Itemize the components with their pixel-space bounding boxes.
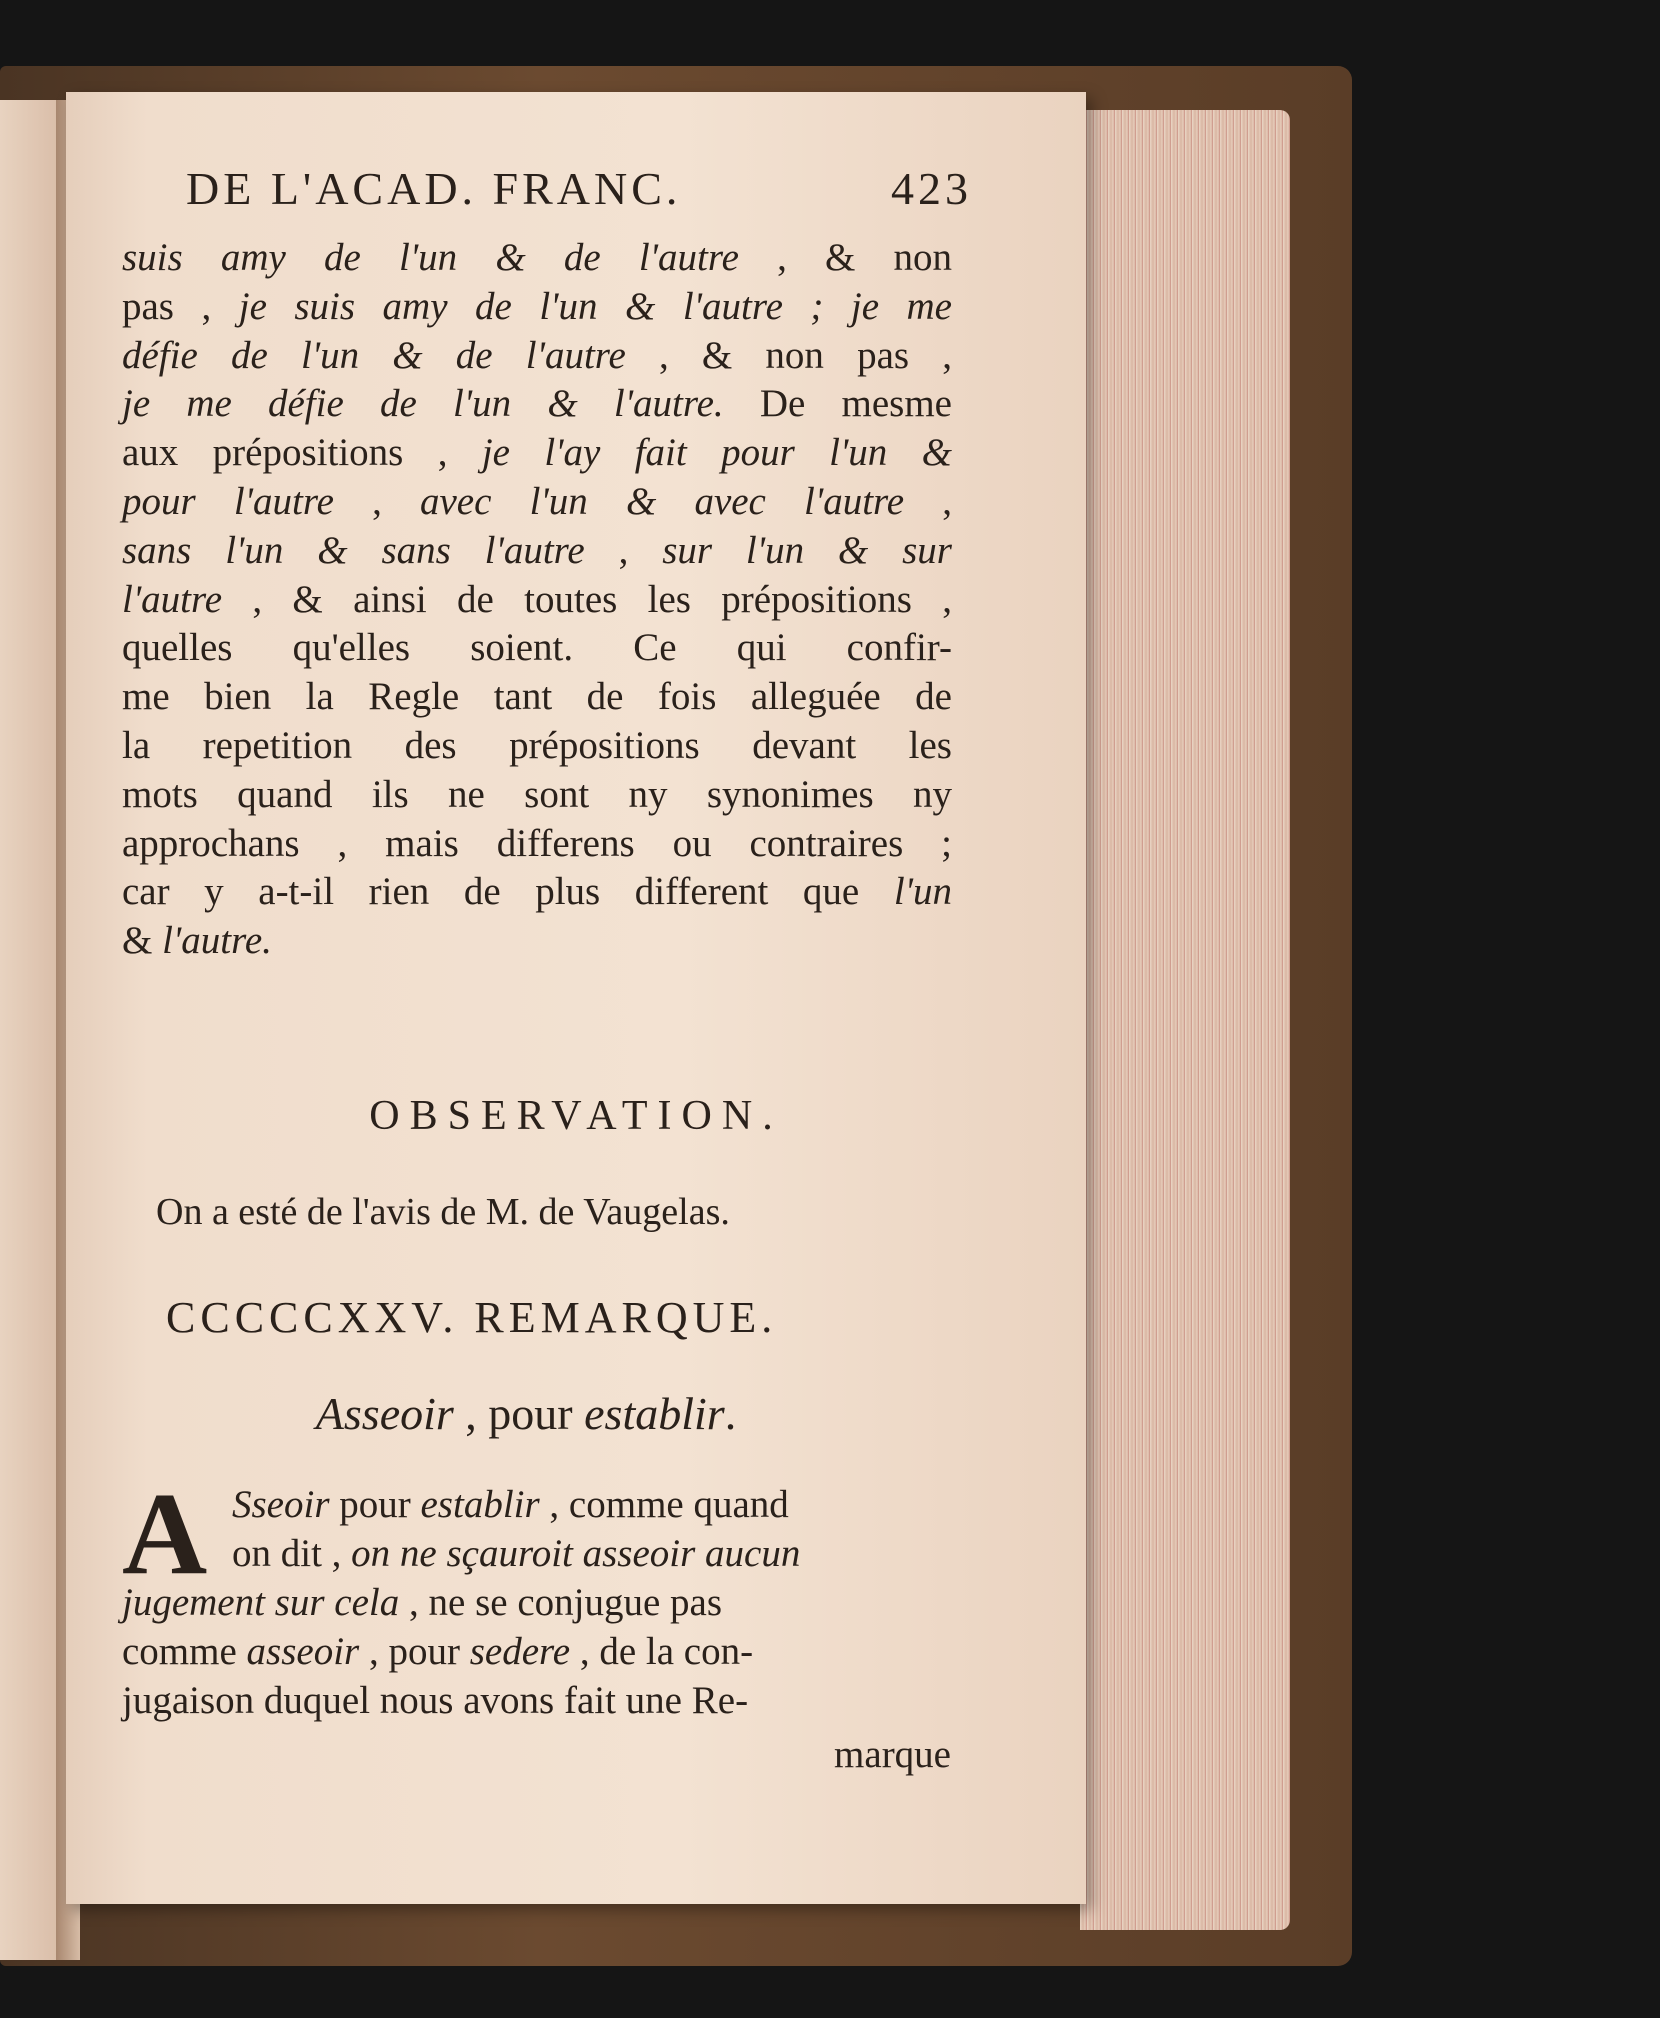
page-number: 423 [891,163,972,214]
text-segment: , comme quand [539,1483,789,1526]
text-segment: jugaison duquel nous avons fait une Re- [122,1679,749,1722]
text-line [122,527,952,576]
subtitle-rest: , pour [453,1388,585,1439]
text-line [122,1529,952,1578]
text-segment: , [333,479,420,523]
text-segment: quelles qu'elles soient. Ce qui confir- [122,626,952,670]
text-line [122,1578,952,1627]
text-segment: sur l'un & sur [662,528,952,572]
text-line [122,478,952,527]
text-line [122,917,952,966]
text-line [122,771,952,820]
text-segment: , de la con- [570,1630,754,1673]
text-segment: pas , [122,284,239,328]
text-line [122,283,952,332]
text-line [122,234,952,283]
text-line [122,332,952,381]
text-segment: , & non [738,236,952,279]
text-line [122,1480,952,1529]
text-segment: De mesme [723,382,952,426]
text-segment: , pour [359,1630,470,1673]
body-text [122,234,952,966]
text-segment: je me défie de l'un & l'autre. [122,382,724,426]
text-segment: défie de l'un & de l'autre [122,333,626,377]
text-segment: , [584,528,663,572]
text-line [122,868,952,917]
text-segment: , & non pas , [625,333,952,377]
text-segment: sans l'un & sans l'autre [122,528,585,572]
text-line [122,820,952,869]
text-line [122,1676,952,1725]
text-segment: aux prépositions , [122,431,482,475]
text-segment: l'autre. [162,919,272,963]
text-segment: mots quand ils ne sont ny synonimes ny [122,772,952,816]
text-segment: avec l'un & avec l'autre [420,479,905,523]
remarque-subtitle [66,1387,986,1440]
text-segment: on dit , [232,1532,352,1575]
observation-text: On a esté de l'avis de M. de Vaugelas. [156,1191,730,1233]
text-line [122,380,952,429]
text-segment: suis amy de l'un & de l'autre [122,236,739,279]
text-line [122,576,952,625]
remarque-body [122,1468,952,1725]
text-segment: on ne sçauroit asseoir aucun [351,1532,801,1575]
text-segment: car y a-t-il rien de plus different que [122,870,894,914]
text-segment: je suis amy de l'un & l'autre ; je me [238,284,952,328]
subtitle-italic-2: establir [584,1388,725,1439]
text-segment: l'un [893,870,952,914]
text-segment: la repetition des prépositions devant les [122,723,952,767]
book-page [66,92,1086,1904]
text-segment: comme [122,1630,247,1673]
text-line [122,673,952,722]
running-title: DE L'ACAD. FRANC. [186,163,682,214]
text-segment: approchans , mais differens ou contraires ; [122,821,952,865]
drop-cap: A [122,1468,208,1599]
text-line [122,1627,952,1676]
catchword: marque [834,1733,951,1776]
text-segment: , [904,479,953,523]
text-segment: jugement sur cela [122,1581,400,1624]
text-line [122,624,952,673]
text-line [122,722,952,771]
remarque-title: CCCCCXXV. REMARQUE. [166,1293,778,1342]
text-segment: sedere [469,1630,571,1673]
subtitle-end: . [724,1388,737,1439]
text-segment: , & ainsi de toutes les prépositions , [222,577,952,621]
text-line [122,429,952,478]
page-edges [1080,110,1290,1930]
subtitle-italic: Asseoir [315,1388,454,1439]
text-segment: me bien la Regle tant de fois alleguée de [122,675,952,719]
text-segment: Sseoir [232,1483,330,1526]
text-segment: establir [420,1483,540,1526]
text-segment: pour l'autre [122,479,334,523]
text-segment: & [122,919,163,963]
text-segment: asseoir [246,1630,360,1673]
text-segment: , ne se conjugue pas [399,1581,723,1624]
remarque-lines [122,1468,952,1725]
text-segment: pour [329,1483,421,1526]
running-header [186,162,972,232]
observation-title: OBSERVATION. [369,1093,783,1139]
text-segment: je l'ay fait pour l'un & [481,431,953,475]
text-segment: l'autre [122,577,223,621]
